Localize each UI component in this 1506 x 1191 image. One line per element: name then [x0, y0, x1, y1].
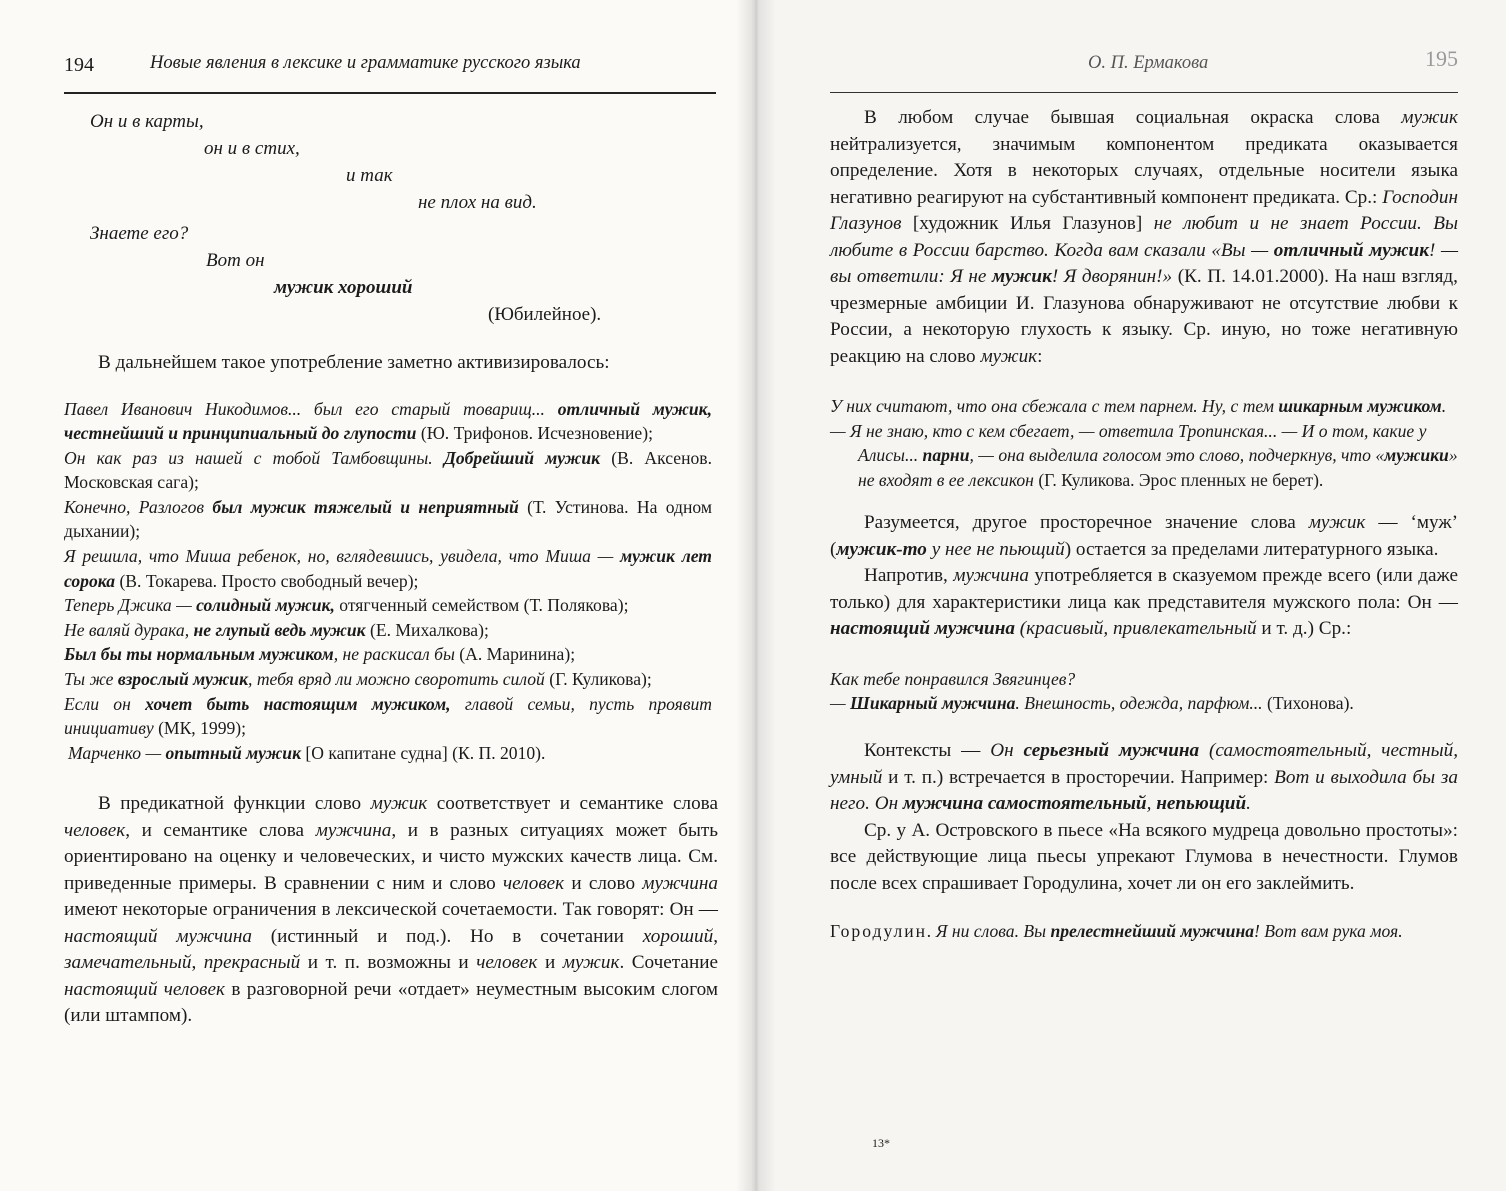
right-body-2	[830, 510, 1458, 643]
poem-line-bold: мужик хороший	[274, 277, 413, 298]
quote-item: Павел Иванович Никодимов... был его старый товарищ... отличный мужик, честнейший и принципиальный до глупости (Ю. Трифонов. Исчезновение);	[64, 398, 713, 444]
right-body	[830, 105, 1458, 370]
poem-line: и так	[346, 165, 393, 186]
book-gutter-shadow	[736, 0, 776, 1191]
right-page-number: 195	[1425, 46, 1458, 71]
play-line: Городулин. Я ни слова. Вы прелестнейший мужчина! Вот вам рука моя.	[830, 921, 1403, 942]
right-page-header	[830, 0, 1458, 93]
left-running-title: Новые явления в лексике и грамматике русского языка	[150, 53, 581, 73]
left-page-number: 194	[64, 54, 94, 76]
dialog-quote	[830, 394, 1458, 492]
paragraph: Разумеется, другое просторечное значение слова мужик — ‘муж’ (мужик-то у нее не пьющий) остается за пределами литературного языка.	[830, 512, 1458, 560]
quote-item: Ты же взрослый мужик, тебя вряд ли можно своротить силой (Г. Куликова);	[64, 669, 652, 690]
paragraph: Контексты — Он серьезный мужчина (самостоятельный, честный, умный и т. п.) встречается в просторечии. Например: Вот и выходила бы за него. Он мужчина самостоятельный, непьющий.	[830, 740, 1458, 815]
paragraph: В предикатной функции слово мужик соответствует и семантике слова человек, и семантике слова мужчина, и в разных ситуациях может быть ориентировано на оценку и человеческих, и чисто мужских качеств лица. См. приведенные примеры. В сравнении с ним и слово человек и слово мужчина имеют некоторые ограничения в лексической сочетаемости. Так говорят: Он — настоящий мужчина (истинный и под.). Но в сочетании хороший, замечательный, прекрасный и т. п. возможны и человек и мужик. Сочетание настоящий человек в разговорной речи «отдает» неуместным высоким слогом (или штампом).	[64, 793, 719, 1027]
poem-line: он и в стих,	[204, 138, 300, 159]
dialog-line: — Я не знаю, кто с кем сбегает, — ответила Тропинская... — И о том, какие у Алисы... парни, — она выделила голосом это слово, подчеркнув, что «мужики» не входят в ее лексикон (Г. Куликова. Эрос пленных не берет).	[830, 420, 1458, 490]
play-quote	[830, 919, 1458, 944]
quote-item: Он как раз из нашей с тобой Тамбовщины. Добрейший мужик (В. Аксенов. Московская сага);	[64, 447, 712, 493]
poem-line: не плох на вид.	[418, 192, 537, 213]
poem-line: Он и в карты,	[90, 111, 204, 132]
quote-item: Марченко — опытный мужик [О капитане судна] (К. П. 2010).	[68, 742, 546, 763]
poem-source: (Юбилейное).	[488, 304, 602, 325]
dialog-quote-2	[830, 667, 1458, 716]
left-body	[64, 350, 718, 377]
poem-quote	[64, 108, 712, 328]
printer-signature: 13*	[872, 1136, 890, 1150]
poem-line: Знаете его?	[90, 223, 189, 244]
right-body-3	[830, 738, 1458, 897]
quote-item: Конечно, Разлогов был мужик тяжелый и неприятный (Т. Устинова. На одном дыхании);	[64, 496, 712, 542]
left-page-header	[64, 0, 716, 94]
paragraph: В любом случае бывшая социальная окраска слова мужик нейтрализуется, значимым компонентом предиката оказывается определение. Хотя в некоторых случаях, отдельные носители языка негативно реагируют на субстантивный компонент предиката. Ср.: Господин Глазунов [художник Илья Глазунов] не любит и не знает России. Вы любите в России барство. Когда вам сказали «Вы — отличный мужик! — вы ответили: Я не мужик! Я дворянин!» (К. П. 14.01.2000). На наш взгляд, чрезмерные амбиции И. Глазунова обнаруживают не отсутствие любви к России, а некоторую глухость к языку. Ср. иную, но тоже негативную реакцию на слово мужик:	[830, 107, 1459, 367]
paragraph: В дальнейшем такое употребление заметно активизировалось:	[98, 352, 610, 373]
quote-list	[64, 397, 712, 766]
dialog-line: У них считают, что она сбежала с тем парнем. Ну, с тем шикарным мужиком.	[830, 396, 1447, 416]
right-running-title: О. П. Ермакова	[1088, 53, 1209, 73]
quote-item: Если он хочет быть настоящим мужиком, главой семьи, пусть проявит инициативу (МК, 1999);	[64, 693, 712, 739]
left-body-2	[64, 791, 718, 1030]
quote-item: Теперь Джика — солидный мужик, отягченный семейством (Т. Полякова);	[64, 595, 629, 616]
right-page	[752, 0, 1506, 1191]
quote-item: Не валяй дурака, не глупый ведь мужик (Е. Михалкова);	[64, 619, 489, 640]
quote-item: Я решила, что Миша ребенок, но, вглядевшись, увидела, что Миша — мужик лет сорока (В. Токарева. Просто свободный вечер);	[64, 546, 712, 591]
paragraph: Напротив, мужчина употребляется в сказуемом прежде всего (или даже только) для характеристики лица как представителя мужского пола: Он — настоящий мужчина (красивый, привлекательный и т. д.) Ср.:	[830, 565, 1458, 640]
dialog-line: — Шикарный мужчина. Внешность, одежда, парфюм... (Тихонова).	[830, 693, 1354, 714]
paragraph: Ср. у А. Островского в пьесе «На всякого мудреца довольно простоты»: все действующие лица пьесы упрекают Глумова в нечестности. Глумов после всех спрашивает Городулина, хочет ли он его заклеймить.	[830, 819, 1458, 894]
quote-item: Был бы ты нормальным мужиком, не раскисал бы (А. Маринина);	[64, 644, 576, 665]
poem-line: Вот он	[206, 250, 265, 271]
left-page	[0, 0, 752, 1191]
dialog-line: Как тебе понравился Звягинцев?	[830, 668, 1076, 689]
